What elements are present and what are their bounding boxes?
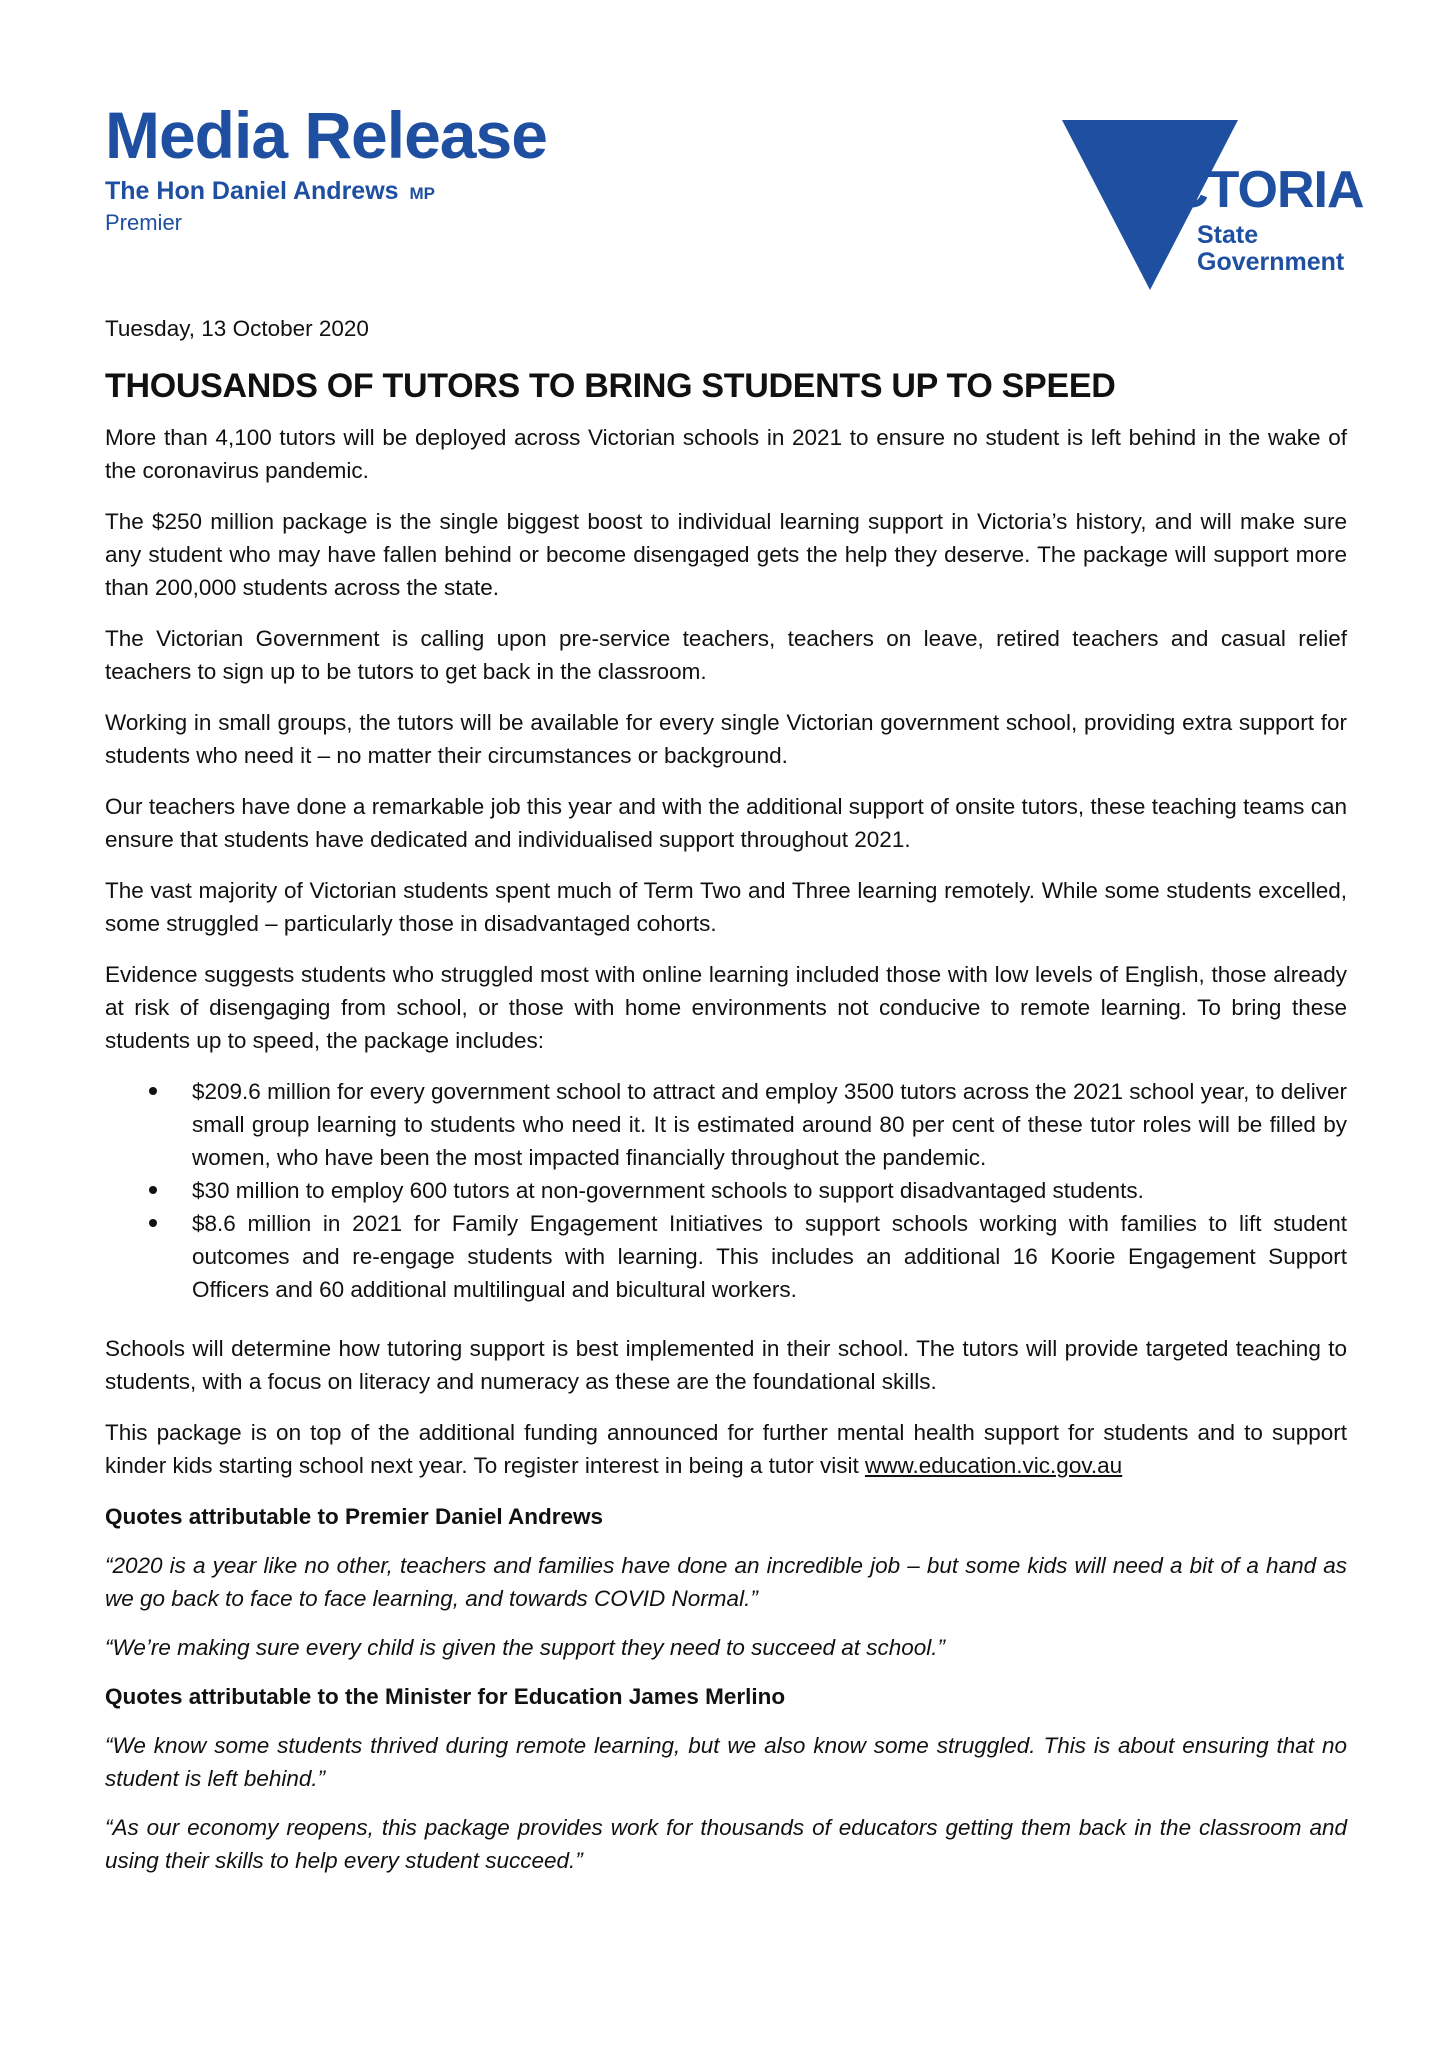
education-website-link[interactable]: www.education.vic.gov.au bbox=[864, 1453, 1123, 1478]
paragraph: Evidence suggests students who struggled most with online learning included those with low levels of English, those already at risk of disengaging from school, or those with home environments not conducive to remote learning. To bring these students up to speed, the package includes: bbox=[105, 962, 1347, 1053]
victoria-state-government-logo bbox=[1062, 118, 1382, 293]
bullet-item: $30 million to employ 600 tutors at non-government schools to support disadvantaged students. bbox=[192, 1174, 1347, 1207]
closing-paragraph-text: This package is on top of the additional funding announced for further mental health support for students and to support kinder kids starting school next year. To register interest in being a tutor visit bbox=[105, 1420, 1347, 1478]
release-date: Tuesday, 13 October 2020 bbox=[105, 316, 369, 341]
media-release-header bbox=[105, 100, 547, 237]
minister-quote: “We know some students thrived during remote learning, but we also know some struggled. This is about ensuring that no student is left behind.” bbox=[105, 1733, 1347, 1791]
paragraph: The Victorian Government is calling upon pre-service teachers, teachers on leave, retired teachers and casual relief teachers to sign up to be tutors to get back in the classroom. bbox=[105, 626, 1347, 684]
minister-role: Premier bbox=[105, 210, 183, 235]
logo-sub-line1: State bbox=[1197, 221, 1259, 249]
package-bullet-list bbox=[105, 1075, 1347, 1306]
paragraph: Working in small groups, the tutors will be available for every single Victorian government school, providing extra support for students who need it – no matter their circumstances or background. bbox=[105, 710, 1347, 768]
paragraph: Our teachers have done a remarkable job this year and with the additional support of onsite tutors, these teaching teams can ensure that students have dedicated and individualised support throughout 2021. bbox=[105, 794, 1347, 852]
paragraph: Schools will determine how tutoring support is best implemented in their school. The tutors will provide targeted teaching to students, with a focus on literacy and numeracy as these are the foundational skills. bbox=[105, 1336, 1347, 1394]
minister-name-text: The Hon Daniel Andrews bbox=[105, 177, 399, 205]
closing-paragraph bbox=[105, 1416, 1347, 1482]
premier-quote: “We’re making sure every child is given the support they need to succeed at school.” bbox=[105, 1635, 946, 1660]
release-headline: THOUSANDS OF TUTORS TO BRING STUDENTS UP TO SPEED bbox=[105, 367, 1116, 405]
bullet-item: $8.6 million in 2021 for Family Engagement Initiatives to support schools working with families to lift student outcomes and re-engage students with learning. This includes an additional 16 Koorie Engagement Support Officers and 60 additional multilingual and bicultural workers. bbox=[192, 1207, 1347, 1306]
paragraph: More than 4,100 tutors will be deployed across Victorian schools in 2021 to ensure no student is left behind in the wake of the coronavirus pandemic. bbox=[105, 425, 1347, 483]
premier-quotes-heading: Quotes attributable to Premier Daniel Andrews bbox=[105, 1504, 604, 1529]
bullet-item: $209.6 million for every government school to attract and employ 3500 tutors across the 2021 school year, to deliver small group learning to students who need it. It is estimated around 80 per cent of these tutor roles will be filled by women, who have been the most impacted financially throughout the pandemic. bbox=[192, 1075, 1347, 1174]
paragraph: The $250 million package is the single biggest boost to individual learning support in Victoria’s history, and will make sure any student who may have fallen behind or become disengaged gets the help they deserve. The package will support more than 200,000 students across the state. bbox=[105, 509, 1347, 600]
minister-name bbox=[105, 176, 547, 209]
logo-wordmark: VICTORIA bbox=[1124, 161, 1364, 219]
premier-quote: “2020 is a year like no other, teachers and families have done an incredible job – but some kids will need a bit of a hand as we go back to face to face learning, and towards COVID Normal.” bbox=[105, 1553, 1347, 1611]
minister-quote: “As our economy reopens, this package provides work for thousands of educators getting them back in the classroom and using their skills to help every student succeed.” bbox=[105, 1815, 1347, 1873]
minister-quotes-heading: Quotes attributable to the Minister for Education James Merlino bbox=[105, 1684, 786, 1709]
minister-suffix: MP bbox=[409, 184, 436, 203]
logo-sub-line2: Government bbox=[1197, 248, 1345, 276]
release-body bbox=[105, 312, 1347, 1893]
logo-subtitle bbox=[1197, 222, 1344, 276]
paragraph: The vast majority of Victorian students spent much of Term Two and Three learning remotely. While some students excelled, some struggled – particularly those in disadvantaged cohorts. bbox=[105, 878, 1347, 936]
media-release-title: Media Release bbox=[105, 98, 547, 172]
